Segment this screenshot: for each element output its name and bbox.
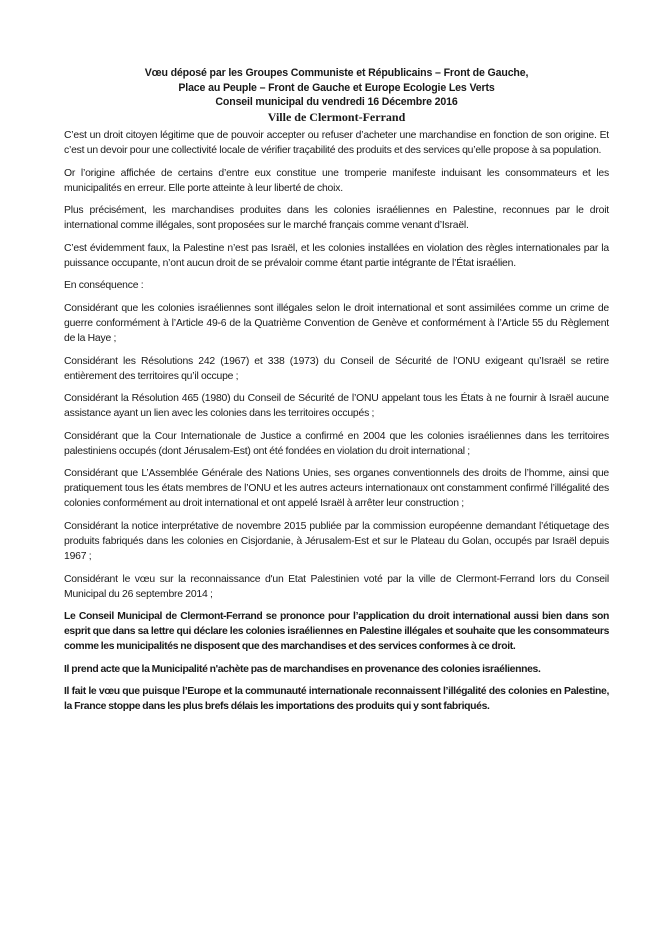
paragraph-palestine-not-israel: C’est évidemment faux, la Palestine n’est pas Israël, et les colonies installées en violation des règles internationales par la puissance occupante, n’ont aucun droit de se prévaloir comme étant partie intégrante de l’État israélien.	[64, 242, 609, 269]
paragraph-considerant-resolution-465: Considérant la Résolution 465 (1980) du Conseil de Sécurité de l’ONU appelant tous les États à ne fournir à Israël aucune assistance ayant un lien avec les colonies dans les territoires occupés ;	[64, 393, 609, 420]
paragraph-resolution-conseil: Le Conseil Municipal de Clermont-Ferrand se prononce pour l’application du droit international aussi bien dans son esprit que dans sa lettre qui déclare les colonies israéliennes en Palestine illégales et souhaite que les consommateurs comme les municipalités ne disposent que des marchandises et des services conformes à ce droit.	[64, 611, 609, 653]
document-header	[64, 66, 609, 124]
paragraph-origin-deception: Or l’origine affichée de certains d’entre eux constitue une tromperie manifeste induisant les consommateurs et les municipalités en erreur. Elle porte atteinte à leur liberté de choix.	[64, 167, 609, 194]
paragraph-considerant-illegal: Considérant que les colonies israéliennes sont illégales selon le droit international et sont assimilées comme un crime de guerre conformément à l’Article 49-6 de la Quatrième Convention de Genève et conformément à l’Article 55 du Règlement de la Haye ;	[64, 302, 609, 344]
paragraph-settlement-goods: Plus précisément, les marchandises produites dans les colonies israéliennes en Palestine, reconnues par le droit international comme illégales, sont proposées sur le marché français comme venant d’Israël.	[64, 205, 609, 232]
document-body	[64, 128, 609, 722]
paragraph-considerant-notice-2015: Considérant la notice interprétative de novembre 2015 publiée par la commission européenne demandant l’étiquetage des produits fabriqués dans les colonies en Cisjordanie, à Jérusalem-Est et sur le Plateau du Golan, occupés par Israël depuis 1967 ;	[64, 520, 609, 562]
header-line-2: Place au Peuple – Front de Gauche et Europe Ecologie Les Verts	[178, 81, 495, 94]
header-city: Ville de Clermont-Ferrand	[267, 109, 406, 124]
header-line-1: Vœu déposé par les Groupes Communiste et Républicains – Front de Gauche,	[144, 67, 529, 79]
paragraph-considerant-resolutions-242-338: Considérant les Résolutions 242 (1967) et 338 (1973) du Conseil de Sécurité de l’ONU exigeant qu’Israël se retire entièrement des territoires qu’il occupe ;	[64, 355, 609, 382]
paragraph-considerant-cij: Considérant que la Cour Internationale de Justice a confirmé en 2004 que les colonies israéliennes dans les territoires palestiniens occupés (dont Jérusalem-Est) ont été fondées en violation du droit international ;	[64, 430, 609, 457]
paragraph-intro-right: C’est un droit citoyen légitime que de pouvoir accepter ou refuser d’acheter une marchandise en fonction de son origine. Et c’est un devoir pour une collectivité locale de vérifier traçabilité des produits et des services qu’elle propose à sa population.	[64, 130, 609, 156]
paragraph-considerant-ag-onu: Considérant que L’Assemblée Générale des Nations Unies, ses organes conventionnels des droits de l’homme, ainsi que pratiquement tous les états membres de l’ONU et les autres acteurs internationaux ont constamment confirmé l’illégalité des colonies conformément au droit international et ont appelé Israël à arrêter leur construction ;	[64, 468, 609, 510]
header-line-3: Conseil municipal du vendredi 16 Décembre 2016	[215, 96, 458, 108]
paragraph-en-consequence: En conséquence :	[64, 280, 144, 292]
paragraph-resolution-voeu: Il fait le vœu que puisque l’Europe et la communauté internationale reconnaissent l’illégalité des colonies en Palestine, la France stoppe dans les plus brefs délais les importations des produits qui y sont fabriqués.	[64, 686, 609, 713]
paragraph-considerant-voeu-2014: Considérant le vœu sur la reconnaissance d'un Etat Palestinien voté par la ville de Clermont-Ferrand lors du Conseil Municipal du 26 septembre 2014 ;	[64, 573, 609, 600]
paragraph-resolution-prend-acte: Il prend acte que la Municipalité n'achète pas de marchandises en provenance des colonies israéliennes.	[64, 663, 541, 675]
